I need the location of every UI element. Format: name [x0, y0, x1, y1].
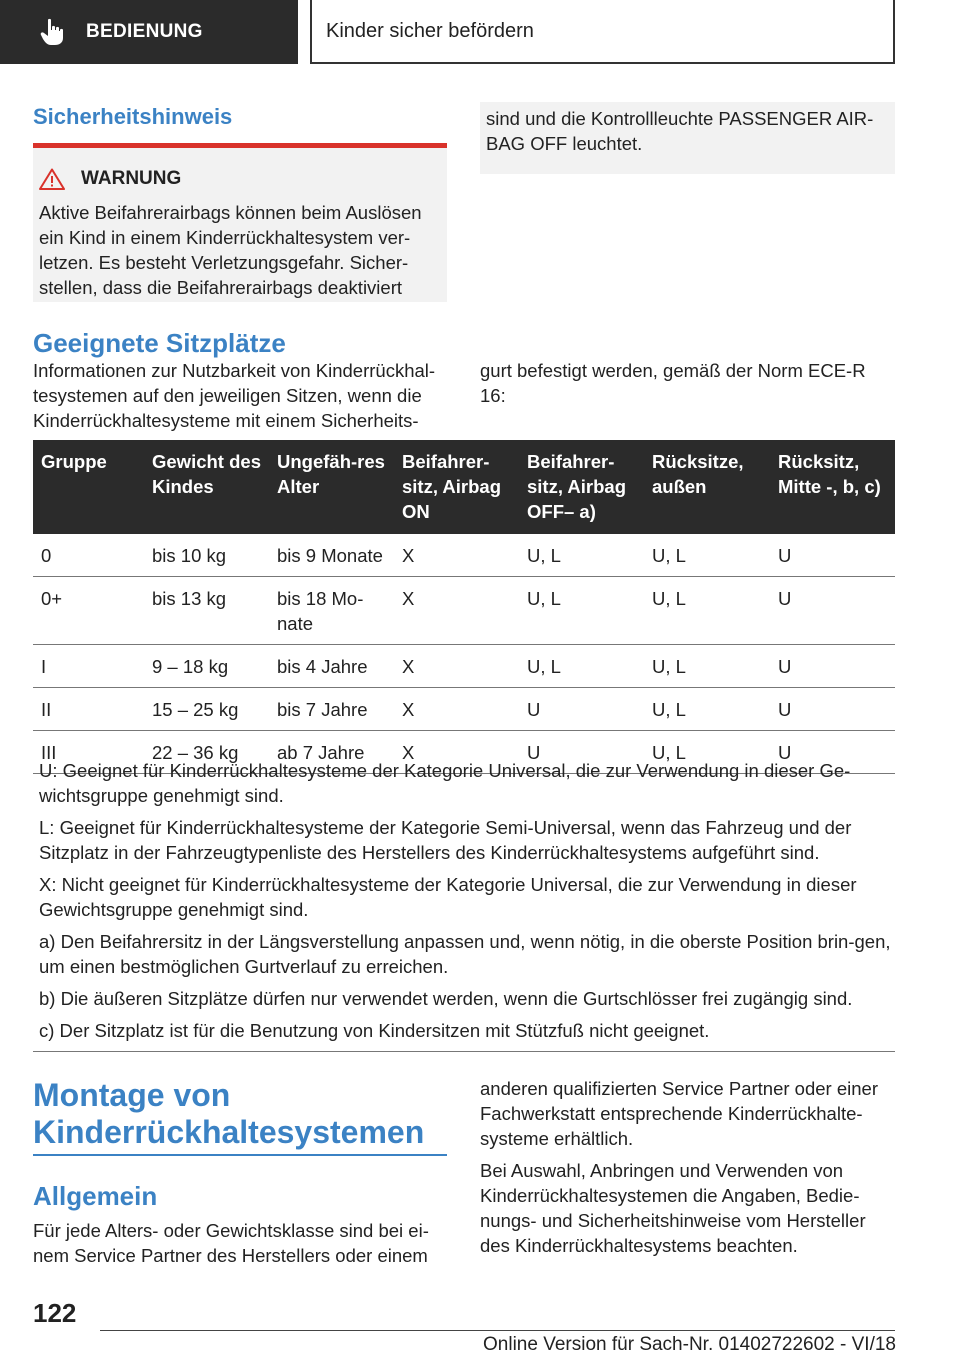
mounting-heading-line1: Montage von [33, 1077, 231, 1113]
table-cell: X [394, 731, 519, 774]
table-cell: U, L [644, 645, 770, 688]
warning-triangle-icon [39, 168, 65, 190]
table-cell: X [394, 577, 519, 645]
table-header: Ungefäh-res Alter [269, 440, 394, 534]
table-header: Beifahrer-sitz, Airbag OFF– a) [519, 440, 644, 534]
table-cell: X [394, 534, 519, 577]
table-cell: I [33, 645, 144, 688]
table-cell: U, L [644, 731, 770, 774]
table-cell: 0+ [33, 577, 144, 645]
chapter-title-box [310, 0, 895, 64]
seats-heading: Geeignete Sitzplätze [33, 328, 286, 358]
table-header: Gruppe [33, 440, 144, 534]
warning-label: WARNUNG [81, 168, 182, 189]
table-header: Rücksitze, außen [644, 440, 770, 534]
table-cell: bis 7 Jahre [269, 688, 394, 731]
notes-divider [33, 1051, 895, 1052]
table-notes [33, 758, 895, 1050]
general-text-right-1: anderen qualifizierten Service Partner oder einer Fachwerkstatt entsprechende Kinderrückhalte-systeme erhältlich. [480, 1078, 878, 1149]
table-cell: U, L [519, 534, 644, 577]
note-x: X: Nicht geeignet für Kinderrückhaltesysteme der Kategorie Universal, die zur Verwendung in dieser Gewichtsgruppe genehmigt sind. [39, 874, 857, 920]
table-cell: 22 – 36 kg [144, 731, 269, 774]
warning-header [39, 168, 439, 190]
note-c: c) Der Sitzplatz ist für die Benutzung von Kindersitzen mit Stützfuß nicht geeignet. [39, 1020, 710, 1041]
table-cell: U [770, 534, 895, 577]
mounting-rule [33, 1154, 447, 1156]
footer-rule [100, 1330, 895, 1331]
section-tab [0, 0, 298, 64]
table-header: Beifahrer-sitz, Airbag ON [394, 440, 519, 534]
table-row [33, 645, 895, 688]
table-row [33, 534, 895, 577]
table-cell: U [770, 731, 895, 774]
mounting-heading [33, 1077, 447, 1151]
general-text-left: Für jede Alters- oder Gewichtsklasse sind bei ei-nem Service Partner des Herstellers oder einem [33, 1220, 429, 1266]
seats-intro-right: gurt befestigt werden, gemäß der Norm ECE-R 16: [480, 360, 866, 406]
table-cell: U, L [519, 645, 644, 688]
table-row [33, 577, 895, 645]
note-b: b) Die äußeren Sitzplätze dürfen nur verwendet werden, wenn die Gurtschlösser frei zugängig sind. [39, 988, 853, 1009]
table-header-row [33, 440, 895, 534]
table-header: Rücksitz, Mitte -, b, c) [770, 440, 895, 534]
table-cell: U, L [519, 577, 644, 645]
table-cell: X [394, 688, 519, 731]
table-cell: 9 – 18 kg [144, 645, 269, 688]
general-text-right-2: Bei Auswahl, Anbringen und Verwenden von Kinderrückhaltesystemen die Angaben, Bedie-nungs- und Sicherheitshinweise vom Hersteller des Kinderrückhaltesystems beachten. [480, 1160, 866, 1256]
table-cell: 0 [33, 534, 144, 577]
page-number: 122 [33, 1298, 77, 1328]
table-cell: III [33, 731, 144, 774]
table-cell: U [770, 645, 895, 688]
table-cell: U, L [644, 688, 770, 731]
table-cell: bis 4 Jahre [269, 645, 394, 688]
table-cell: bis 13 kg [144, 577, 269, 645]
table-row [33, 688, 895, 731]
table-cell: U [519, 731, 644, 774]
general-heading: Allgemein [33, 1181, 158, 1211]
seats-intro-left: Informationen zur Nutzbarkeit von Kinderrückhal-tesystemen auf den jeweiligen Sitzen, wenn die Kinderrückhaltesysteme mit einem Sicherheits- [33, 360, 436, 431]
table-cell: X [394, 645, 519, 688]
note-l: L: Geeignet für Kinderrückhaltesysteme der Kategorie Semi-Universal, wenn das Fahrzeug und der Sitzplatz in der Fahrzeugtypenliste des Herstellers des Kinderrückhaltesystems aufgeführt sind. [39, 817, 852, 863]
warning-box [33, 148, 447, 302]
warning-text: Aktive Beifahrerairbags können beim Auslösen ein Kind in einem Kinderrückhaltesystem ver-letzen. Es besteht Verletzungsgefahr. Sicher-stellen, dass die Beifahrerairbags deaktiviert [39, 202, 422, 298]
safety-heading: Sicherheitshinweis [33, 104, 233, 129]
table-cell: bis 9 Monate [269, 534, 394, 577]
footer-text: Online Version für Sach-Nr. 01402722602 - VI/18 [483, 1334, 896, 1355]
table-cell: U [519, 688, 644, 731]
hand-icon [40, 18, 66, 46]
table-cell: ab 7 Jahre [269, 731, 394, 774]
table-header: Gewicht des Kindes [144, 440, 269, 534]
table-cell: bis 18 Mo-nate [269, 577, 394, 645]
table-cell: U [770, 688, 895, 731]
mounting-heading-line2: Kinderrückhaltesystemen [33, 1114, 425, 1150]
seats-table [33, 440, 895, 774]
chapter-title: Kinder sicher befördern [326, 19, 534, 42]
note-a: a) Den Beifahrersitz in der Längsverstellung anpassen und, wenn nötig, in die oberste Position brin-gen, um einen bestmöglichen Gurtverlauf zu erreichen. [39, 931, 891, 977]
table-cell: bis 10 kg [144, 534, 269, 577]
table-cell: 15 – 25 kg [144, 688, 269, 731]
table-cell: U, L [644, 577, 770, 645]
warning-text-continued: sind und die Kontrollleuchte PASSENGER AIR-BAG OFF leuchtet. [480, 102, 895, 174]
table-cell: U [770, 577, 895, 645]
table-cell: U, L [644, 534, 770, 577]
note-u: U: Geeignet für Kinderrückhaltesysteme der Kategorie Universal, die zur Verwendung in dieser Ge-wichtsgruppe genehmigt sind. [39, 760, 851, 806]
table-cell: II [33, 688, 144, 731]
section-label: BEDIENUNG [86, 21, 203, 42]
